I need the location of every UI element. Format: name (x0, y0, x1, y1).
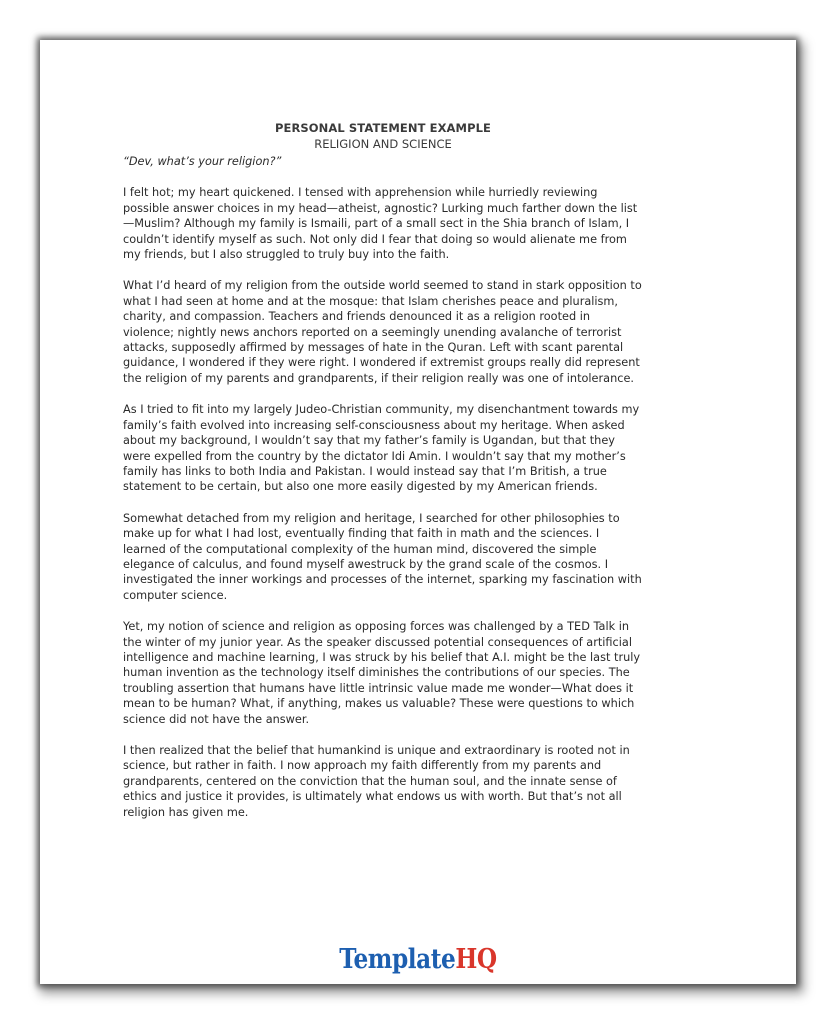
document-subtitle: RELIGION AND SCIENCE (314, 137, 452, 151)
document-page (40, 40, 796, 984)
opening-quote: “Dev, what’s your religion?” (123, 155, 282, 168)
logo-template-text: Template (339, 944, 456, 975)
paragraph-2: What I’d heard of my religion from the outside world seemed to stand in stark opposition to what I had seen at home and at the mosque: that Islam cherishes peace and pluralism, charity, and compassion. Teachers and friends denounced it as a religion rooted in violence; nightly news anchors reported on a seemingly unending avalanche of terrorist attacks, supposedly affirmed by messages of hate in the Quran. Left with scant parental guidance, I wondered if they were right. I wondered if extremist groups really did represent the religion of my parents and grandparents, if their religion really was one of intolerance. (123, 279, 642, 385)
paragraph-4: Somewhat detached from my religion and heritage, I searched for other philosophies to make up for what I had lost, eventually finding that faith in math and the sciences. I learned of the computational complexity of the human mind, discovered the simple elegance of calculus, and found myself awestruck by the grand scale of the cosmos. I investigated the inner workings and processes of the internet, sparking my fascination with computer science. (123, 511, 642, 602)
paragraph-3: As I tried to fit into my largely Judeo-Christian community, my disenchantment towards my family’s faith evolved into increasing self-consciousness about my heritage. When asked about my background, I wouldn’t say that my father’s family is Ugandan, but that they were expelled from the country by the dictator Idi Amin. I wouldn’t say that my mother’s family has links to both India and Pakistan. I would instead say that I’m British, a true statement to be certain, but also one more easily digested by my American friends. (123, 403, 640, 494)
document-body (123, 120, 643, 820)
paragraph-1: I felt hot; my heart quickened. I tensed with apprehension while hurriedly reviewing possible answer choices in my head—atheist, agnostic? Lurking much farther down the list—Muslim? Although my family is Ismaili, part of a small sect in the Shia branch of Islam, I couldn’t identify myself as such. Not only did I fear that doing so would alienate me from my friends, but I also struggled to truly buy into the faith. (123, 186, 638, 262)
document-title: PERSONAL STATEMENT EXAMPLE (274, 121, 492, 135)
logo-hq-text: HQ (455, 944, 497, 975)
templatehq-logo (93, 945, 743, 975)
paragraph-5: Yet, my notion of science and religion as opposing forces was challenged by a TED Talk in the winter of my junior year. As the speaker discussed potential consequences of artificial intelligence and machine learning, I was struck by his belief that A.I. might be the last truly human invention as the technology itself diminishes the contributions of our species. The troubling assertion that humans have little intrinsic value made me wonder—What does it mean to be human? What, if anything, makes us valuable? These were questions to which science did not have the answer. (123, 620, 641, 726)
paragraph-6: I then realized that the belief that humankind is unique and extraordinary is rooted not in science, but rather in faith. I now approach my faith differently from my parents and grandparents, centered on the conviction that the human soul, and the innate sense of ethics and justice it provides, is ultimately what endows us with worth. But that’s not all religion has given me. (123, 744, 630, 819)
